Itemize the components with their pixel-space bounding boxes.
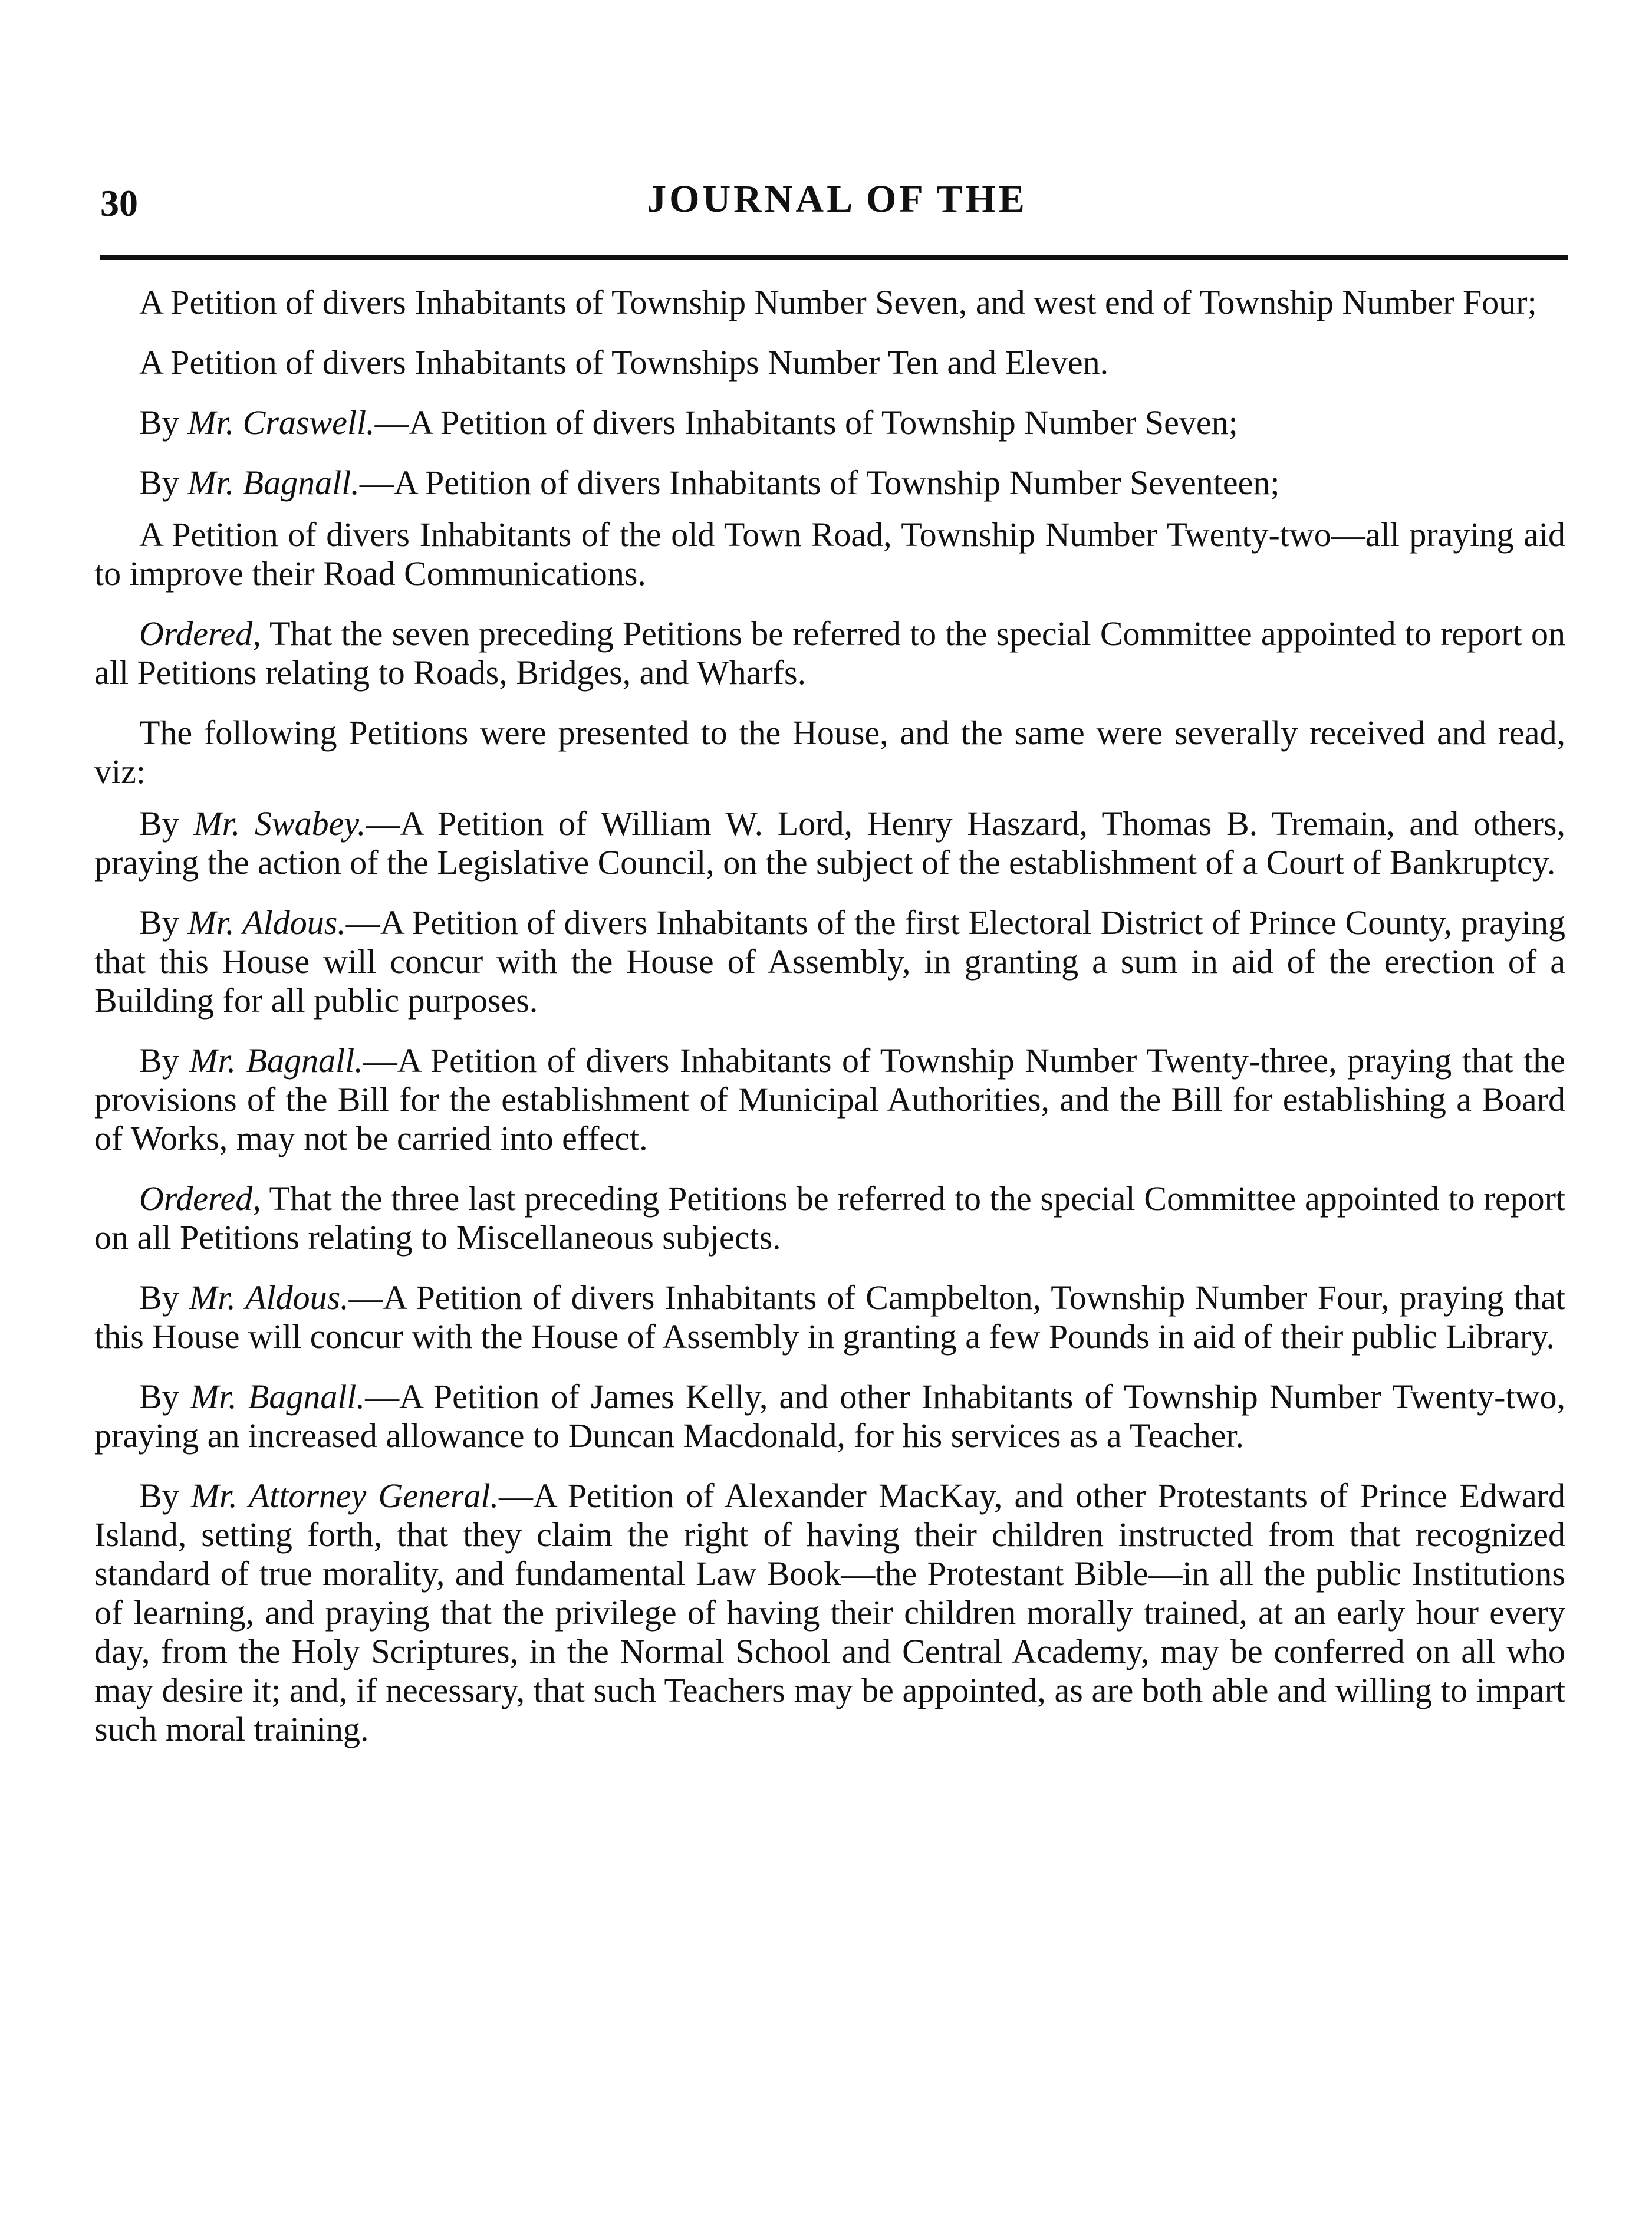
petition-paragraph: [94, 283, 1565, 322]
paragraph-text: —A Petition of divers Inhabitants of Township Number Seven;: [374, 403, 1238, 442]
petition-paragraph: [94, 1476, 1565, 1749]
journal-body: [94, 283, 1565, 1762]
paragraph-text: —A Petition of divers Inhabitants of the first Electoral District of Prince County, praying that this House will concur with the House of Assembly, in granting a sum in aid of the erection of a Building for all public purposes.: [94, 903, 1566, 1020]
petition-paragraph: [94, 515, 1565, 593]
speaker-name: Mr. Aldous.: [189, 1278, 349, 1317]
petition-paragraph: [94, 343, 1565, 382]
paragraph-text: A Petition of divers Inhabitants of Township Number Seven, and west end of Township Number Four;: [139, 283, 1537, 321]
petition-paragraph: [94, 1041, 1565, 1158]
paragraph-text: —A Petition of divers Inhabitants of Campbelton, Township Number Four, praying that this House will concur with the House of Assembly in granting a few Pounds in aid of their public Library.: [94, 1278, 1565, 1356]
page-number: 30: [100, 182, 138, 224]
petition-paragraph: [94, 463, 1565, 502]
paragraph-text: The following Petitions were presented to the House, and the same were severally received and read, viz:: [94, 713, 1565, 791]
paragraph-text: —A Petition of divers Inhabitants of Township Number Seventeen;: [359, 463, 1280, 502]
paragraph-text: —A Petition of James Kelly, and other Inhabitants of Township Number Twenty-two, praying an increased allowance to Duncan Macdonald, for his services as a Teacher.: [94, 1377, 1565, 1455]
speaker-name: Mr. Swabey.: [193, 804, 366, 843]
by-prefix: By: [139, 1278, 189, 1317]
paragraph-text: A Petition of divers Inhabitants of the old Town Road, Township Number Twenty-two—all praying aid to improve their Road Communications.: [94, 515, 1565, 593]
petition-paragraph: [94, 804, 1565, 882]
page-header: [100, 177, 1574, 242]
speaker-name: Mr. Craswell.: [187, 403, 375, 442]
by-prefix: By: [139, 1476, 191, 1515]
paragraph-text: A Petition of divers Inhabitants of Townships Number Ten and Eleven.: [139, 343, 1109, 382]
header-rule: [100, 255, 1568, 260]
by-prefix: By: [139, 1377, 190, 1416]
speaker-name: Mr. Bagnall.: [187, 463, 360, 502]
paragraph-text: —A Petition of William W. Lord, Henry Haszard, Thomas B. Tremain, and others, praying the action of the Legislative Council, on the subject of the establishment of a Court of Bankruptcy.: [94, 804, 1566, 882]
paragraph-text: That the seven preceding Petitions be referred to the special Committee appointed to report on all Petitions relating to Roads, Bridges, and Wharfs.: [94, 614, 1565, 692]
paragraph-text: —A Petition of divers Inhabitants of Township Number Twenty-three, praying that the provisions of the Bill for the establishment of Municipal Authorities, and the Bill for establishing a Board of Works, may not be carried into effect.: [94, 1041, 1565, 1157]
speaker-name: Mr. Bagnall.: [189, 1041, 363, 1080]
paragraph-text: That the three last preceding Petitions be referred to the special Committee appointed to report on all Petitions relating to Miscellaneous subjects.: [94, 1179, 1565, 1257]
by-prefix: By: [139, 463, 188, 502]
petition-paragraph: [94, 1377, 1565, 1455]
ordered-lead: Ordered,: [139, 1179, 261, 1218]
speaker-name: Mr. Attorney General.: [190, 1476, 499, 1515]
running-title: JOURNAL OF THE: [647, 177, 1028, 221]
by-prefix: By: [139, 1041, 190, 1080]
petition-paragraph: [94, 903, 1565, 1020]
by-prefix: By: [139, 403, 188, 442]
paragraph-text: —A Petition of Alexander MacKay, and other Protestants of Prince Edward Island, setting forth, that they claim the right of having their children instructed from that recognized standard of true morality, and fundamental Law Book—the Protestant Bible—in all the public Institutions of learning, and praying that the privilege of having their children morally trained, at an early hour every day, from the Holy Scriptures, in the Normal School and Central Academy, may be conferred on all who may desire it; and, if necessary, that such Teachers may be appointed, as are both able and willing to impart such moral training.: [94, 1476, 1565, 1748]
intro-paragraph: [94, 713, 1565, 791]
order-paragraph: [94, 614, 1565, 692]
petition-paragraph: [94, 1278, 1565, 1356]
speaker-name: Mr. Aldous.: [187, 903, 346, 942]
order-paragraph: [94, 1179, 1565, 1257]
petition-paragraph: [94, 403, 1565, 442]
ordered-lead: Ordered,: [139, 614, 261, 653]
by-prefix: By: [139, 903, 188, 942]
by-prefix: By: [139, 804, 194, 843]
speaker-name: Mr. Bagnall.: [190, 1377, 366, 1416]
